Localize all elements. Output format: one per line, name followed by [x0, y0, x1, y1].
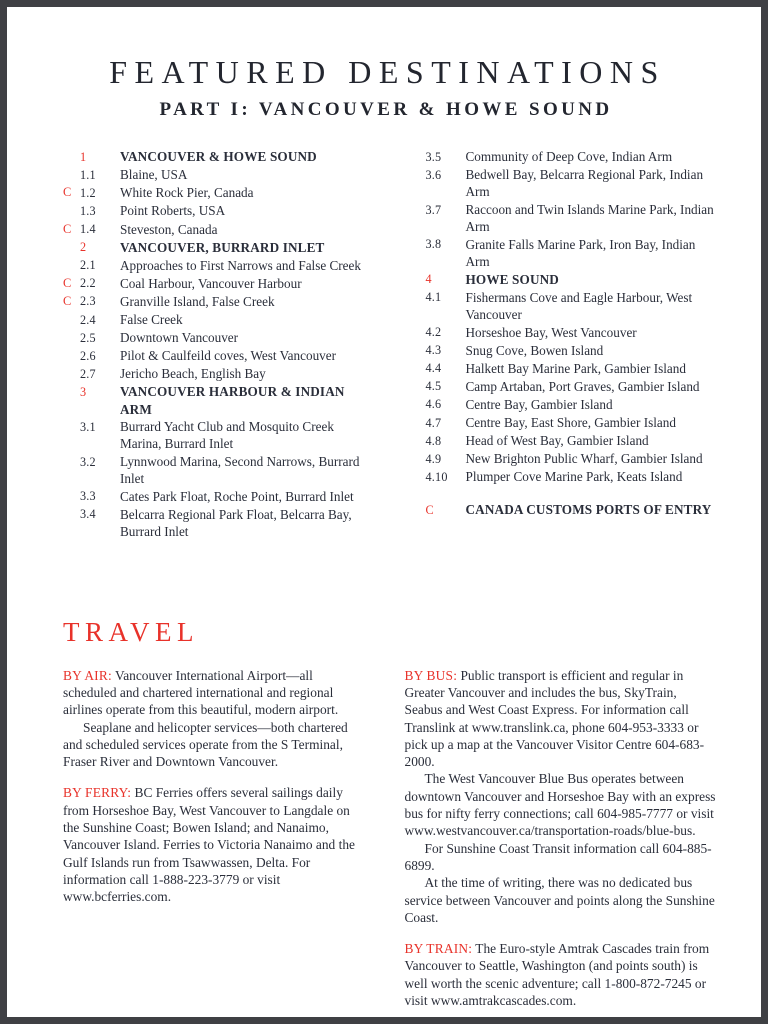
customs-port-marker: C: [63, 185, 72, 200]
toc-section-row[interactable]: [63, 239, 379, 257]
toc-entry-number: 4.2: [425, 325, 442, 340]
toc-entry-number: 4.6: [425, 397, 442, 412]
toc-entry-row[interactable]: [63, 257, 379, 275]
toc-entry-label: CANADA CUSTOMS PORTS OF ENTRY: [465, 502, 712, 518]
toc-entry-label: HOWE SOUND: [465, 271, 559, 287]
toc-entry-number: 4.7: [425, 415, 442, 430]
customs-port-marker: C: [63, 221, 72, 236]
toc-entry-label: Lynnwood Marina, Second Narrows, Burrard Inlet: [120, 454, 360, 487]
toc-entry-row[interactable]: [409, 148, 715, 166]
masthead: [7, 55, 761, 121]
toc-entry-label: Steveston, Canada: [120, 221, 218, 237]
toc-entry-row[interactable]: [409, 432, 715, 450]
travel-paragraph-text: The West Vancouver Blue Bus operates between downtown Vancouver and Horseshoe Bay with an express bus for nifty ferry connections; call 604-985-7777 or visit www.westvancouver.ca/transportation-roads/blue-bus.: [404, 771, 716, 839]
toc-section-row[interactable]: [409, 271, 715, 289]
toc-entry-row[interactable]: [63, 347, 379, 365]
customs-port-marker: C: [63, 275, 72, 290]
toc-entry-label: Community of Deep Cove, Indian Arm: [465, 149, 673, 165]
toc-entry-label: Centre Bay, East Shore, Gambier Island: [465, 415, 676, 431]
travel-paragraph-text: Public transport is efficient and regular in Greater Vancouver and includes the bus, SkyTrain, Seabus and West Coast Express. For information call Translink at www.translink.ca, phone 604-953-3333 or pick up a map at the Vancouver Visitor Centre 604-683-2000.: [404, 667, 705, 770]
travel-paragraph-text: At the time of writing, there was no dedicated bus service between Vancouver and points along the Sunshine Coast.: [404, 875, 715, 925]
toc-entry-number: 3.4: [80, 507, 96, 522]
toc-entry-label: Camp Artaban, Port Graves, Gambier Island: [465, 378, 700, 394]
toc-entry-row[interactable]: [63, 329, 379, 347]
toc-entry-label: Head of West Bay, Gambier Island: [465, 433, 649, 449]
toc-entry-row[interactable]: [409, 166, 715, 200]
toc-entry-number: 1.1: [80, 167, 96, 182]
toc-entry-number: 2.1: [80, 258, 96, 273]
travel-paragraph: [405, 770, 717, 839]
travel-heading: TRAVEL: [63, 616, 200, 647]
toc-entry-label: Granville Island, False Creek: [120, 293, 275, 309]
toc-entry-number: 4.9: [425, 451, 442, 466]
toc-entry-label: White Rock Pier, Canada: [120, 185, 254, 201]
travel-paragraph-lede: BY TRAIN:: [404, 941, 473, 957]
toc-entry-row[interactable]: [409, 450, 715, 468]
toc-entry-number: 4.3: [425, 343, 442, 358]
toc-entry-number: 4: [425, 272, 432, 287]
toc-entry-row[interactable]: [63, 506, 379, 540]
travel-paragraph-text: BC Ferries offers several sailings daily from Horseshoe Bay, West Vancouver to Langdale on the Sunshine Coast; Bowen Island; and Nanaimo, Vancouver Island. Ferries to Victoria Nanaimo and the Gulf Islands run from Tsawwassen, Delta. For information call 1-888-223-3779 or visit www.bcferries.com.: [63, 785, 355, 905]
toc-entry-row[interactable]: [63, 202, 379, 220]
toc-entry-row[interactable]: [63, 365, 379, 383]
toc-entry-number: 2.3: [80, 294, 96, 309]
toc-entry-number: 3.3: [80, 489, 96, 504]
toc-entry-label: VANCOUVER, BURRARD INLET: [120, 239, 325, 255]
customs-port-marker: C: [63, 293, 72, 308]
toc-entry-label: Pilot & Caulfeild coves, West Vancouver: [120, 348, 337, 364]
toc-entry-number: 2: [80, 240, 87, 255]
toc-entry-number: 2.7: [80, 366, 96, 381]
toc-entry-number: 1.4: [80, 222, 96, 237]
travel-paragraph: [405, 940, 717, 1009]
travel-paragraph-lede: BY BUS:: [404, 667, 458, 683]
toc-entry-number: 2.5: [80, 330, 96, 345]
toc-entry-row[interactable]: [63, 184, 379, 202]
toc-entry-label: Approaches to First Narrows and False Creek: [120, 257, 361, 273]
toc-section-row[interactable]: [63, 148, 379, 166]
toc-entry-number: 3.1: [80, 419, 96, 434]
toc-entry-label: False Creek: [120, 312, 183, 328]
toc-entry-number: 4.1: [425, 290, 442, 305]
travel-paragraph: [405, 840, 717, 875]
toc-entry-number: 4.4: [425, 361, 442, 376]
toc-entry-row[interactable]: [63, 488, 379, 506]
toc-entry-label: VANCOUVER & HOWE SOUND: [120, 149, 317, 165]
toc-entry-row[interactable]: [63, 293, 379, 311]
toc-entry-number: 4.8: [425, 433, 442, 448]
toc-entry-row[interactable]: [63, 418, 379, 452]
toc-entry-row[interactable]: [409, 414, 715, 432]
toc-entry-label: Raccoon and Twin Islands Marine Park, Indian Arm: [465, 202, 714, 235]
travel-paragraph: [63, 667, 356, 719]
toc-column-right: [389, 148, 715, 541]
toc-entry-row[interactable]: [409, 378, 715, 396]
toc-entry-label: Cates Park Float, Roche Point, Burrard Inlet: [120, 488, 354, 504]
toc-entry-number: 3.8: [425, 237, 442, 252]
toc-entry-label: Halkett Bay Marine Park, Gambier Island: [465, 360, 686, 376]
toc-entry-label: Coal Harbour, Vancouver Harbour: [120, 275, 302, 291]
travel-body: [7, 667, 761, 1010]
toc-entry-label: Granite Falls Marine Park, Iron Bay, Indian Arm: [465, 236, 696, 270]
toc-entry-number: 4.5: [425, 379, 442, 394]
travel-paragraph: [63, 784, 356, 905]
page-subtitle: PART I: VANCOUVER & HOWE SOUND: [159, 99, 613, 121]
toc-entry-row[interactable]: [409, 360, 715, 378]
page-title: FEATURED DESTINATIONS: [109, 54, 666, 90]
travel-paragraph-text: The Euro-style Amtrak Cascades train from Vancouver to Seattle, Washington (and points south) is well worth the scenic adventure; call 1-800-872-7245 or visit www.amtrakcascades.com.: [404, 941, 710, 1009]
travel-paragraph-text: Seaplane and helicopter services—both chartered and scheduled services operate from the S Terminal, Fraser River and Downtown Vancouver.: [63, 719, 348, 770]
table-of-contents: [7, 148, 761, 541]
toc-section-row[interactable]: [409, 501, 715, 519]
toc-entry-label: Plumper Cove Marine Park, Keats Island: [465, 469, 683, 485]
travel-paragraph-text: For Sunshine Coast Transit information call 604-885-6899.: [404, 840, 712, 873]
toc-entry-label: VANCOUVER HARBOUR & INDIAN ARM: [120, 384, 345, 417]
toc-entry-label: Bedwell Bay, Belcarra Regional Park, Indian Arm: [465, 167, 704, 200]
toc-entry-row[interactable]: [409, 236, 715, 270]
toc-entry-number: 1.3: [80, 203, 96, 218]
toc-entry-number: 3.5: [425, 149, 442, 164]
toc-entry-row[interactable]: [409, 396, 715, 414]
toc-entry-number: 1.2: [80, 185, 96, 200]
toc-entry-row[interactable]: [63, 221, 379, 239]
toc-entry-label: Snug Cove, Bowen Island: [465, 342, 604, 358]
toc-column-left: [63, 148, 389, 541]
toc-entry-number: 2.4: [80, 312, 96, 327]
travel-paragraph-text: Vancouver International Airport—all scheduled and chartered international and regional airlines operate from this beautiful, modern airport.: [63, 667, 339, 718]
toc-entry-row[interactable]: [63, 453, 379, 487]
toc-entry-row[interactable]: [409, 289, 715, 323]
toc-entry-number: 2.6: [80, 348, 96, 363]
travel-paragraph-lede: BY AIR:: [63, 667, 112, 683]
toc-entry-number: 1: [80, 149, 87, 164]
travel-paragraph: [405, 874, 717, 926]
toc-entry-row[interactable]: [63, 311, 379, 329]
toc-entry-label: Jericho Beach, English Bay: [120, 366, 266, 382]
toc-entry-number: 2.2: [80, 276, 96, 291]
toc-entry-number: 3.2: [80, 454, 96, 469]
toc-entry-label: Centre Bay, Gambier Island: [465, 396, 613, 412]
toc-entry-number: 3.6: [425, 167, 442, 182]
toc-entry-number: 3.7: [425, 202, 442, 217]
toc-entry-number: 4.10: [425, 469, 448, 484]
toc-entry-row[interactable]: [409, 201, 715, 235]
toc-entry-label: Belcarra Regional Park Float, Belcarra Bay, Burrard Inlet: [120, 506, 352, 540]
toc-entry-label: Point Roberts, USA: [120, 203, 226, 219]
toc-entry-label: Downtown Vancouver: [120, 330, 239, 346]
travel-paragraph-lede: BY FERRY:: [63, 785, 132, 801]
document-page: [7, 7, 761, 1017]
toc-entry-row[interactable]: [63, 275, 379, 293]
toc-entry-label: Blaine, USA: [120, 167, 188, 183]
travel-paragraph: [63, 719, 356, 771]
travel-paragraph: [405, 667, 717, 771]
toc-section-row[interactable]: [63, 383, 379, 417]
toc-entry-label: New Brighton Public Wharf, Gambier Island: [465, 451, 703, 467]
travel-column-left: [63, 667, 390, 1010]
toc-entry-label: Fishermans Cove and Eagle Harbour, West Vancouver: [465, 289, 693, 322]
toc-entry-number: 3: [80, 384, 87, 399]
toc-entry-number: C: [425, 502, 434, 517]
toc-entry-row[interactable]: [409, 324, 715, 342]
toc-entry-label: Burrard Yacht Club and Mosquito Creek Marina, Burrard Inlet: [120, 419, 334, 452]
toc-entry-label: Horseshoe Bay, West Vancouver: [465, 324, 637, 340]
toc-entry-row[interactable]: [63, 166, 379, 184]
toc-entry-row[interactable]: [409, 468, 715, 486]
travel-column-right: [390, 667, 717, 1010]
toc-entry-row[interactable]: [409, 342, 715, 360]
